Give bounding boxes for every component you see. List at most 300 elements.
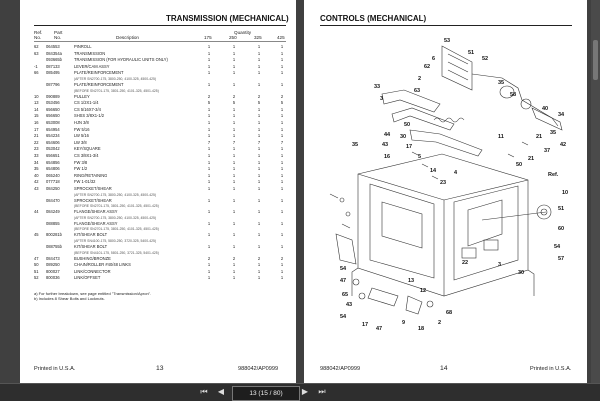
- cell-description: CS 5/16X7-3/4: [74, 106, 101, 112]
- printed-label: Printed in U.S.A.: [530, 366, 572, 372]
- cell-quantity: 1: [207, 197, 211, 203]
- cell-quantity: 1: [207, 70, 211, 76]
- diagram-callout: 10: [562, 190, 569, 196]
- diagram-callout: 35: [550, 130, 557, 136]
- page-title: TRANSMISSION (MECHANICAL): [166, 14, 289, 23]
- cell-quantity: 2: [232, 93, 236, 99]
- diagram-callout: 63: [414, 88, 421, 94]
- page-number: 13: [156, 365, 164, 372]
- cell-quantity: 1: [257, 44, 261, 49]
- serial-range: (AFTER SN4100-175, 5800-250, 3720-325, 5400-425): [74, 239, 156, 243]
- cell-quantity: 1: [232, 186, 236, 191]
- cell-quantity: 1: [280, 57, 284, 63]
- diagram-callout: 17: [362, 322, 369, 328]
- cell-quantity: 1: [232, 197, 236, 203]
- cell-part: 654806: [46, 166, 60, 172]
- cell-part: 077718: [46, 179, 60, 185]
- cell-quantity: 1: [207, 106, 211, 112]
- cell-quantity: 2: [280, 255, 284, 261]
- cell-part: 087796: [46, 82, 60, 87]
- table-row: [34, 275, 286, 282]
- diagram-callout: 44: [384, 132, 391, 138]
- col-part: Part No.: [54, 30, 63, 40]
- cell-quantity: 1: [257, 244, 261, 249]
- cell-description: FW 5/16: [74, 126, 90, 132]
- diagram-callout: 65: [342, 292, 349, 298]
- diagram-callout: 3: [498, 262, 502, 268]
- cell-quantity: 1: [207, 120, 211, 125]
- cell-quantity: 1: [257, 126, 261, 132]
- diagram-callout: 57: [558, 256, 565, 262]
- vertical-scrollbar[interactable]: [591, 0, 600, 383]
- cell-quantity: 1: [257, 153, 261, 158]
- cell-part: 084473: [46, 255, 60, 261]
- page-13: [20, 0, 296, 383]
- cell-ref: 42: [34, 179, 39, 185]
- diagram-callout: 21: [528, 156, 535, 162]
- diagram-callout: 30: [518, 270, 525, 276]
- footnote: a) For further breakdown, see page entitled "Transmission/Apron".: [34, 291, 152, 296]
- diagram-callout: 35: [352, 142, 359, 148]
- first-page-icon[interactable]: ⏮: [200, 387, 208, 396]
- cell-quantity: 1: [257, 63, 261, 69]
- cell-part: 654606: [46, 139, 60, 145]
- cell-description: LINK/CONNECTOR: [74, 268, 111, 274]
- cell-description: FLANGE/SHEAR ASSY: [74, 209, 118, 215]
- footnotes: [34, 291, 151, 301]
- cell-part: 084354a: [46, 50, 62, 56]
- cell-part: 088855: [46, 220, 60, 226]
- diagram-callout: 22: [462, 260, 469, 266]
- col-q4: 425: [277, 35, 285, 40]
- serial-range: (AFTER SN2700-175, 3800-250, 4100-325, 4500-425): [74, 215, 156, 220]
- diagram-callout: 43: [382, 142, 389, 148]
- cell-ref: 14: [34, 106, 39, 112]
- scrollbar-thumb[interactable]: [593, 40, 598, 80]
- cell-quantity: 1: [207, 159, 211, 165]
- cell-quantity: 2: [280, 93, 284, 99]
- cell-quantity: 1: [280, 262, 284, 268]
- cell-description: PULLEY: [74, 93, 90, 99]
- cell-ref: -1: [34, 63, 38, 69]
- diagram-callout: 42: [560, 142, 567, 148]
- footnote: b) Includes 8 Shear Bolts and Locknuts.: [34, 296, 105, 301]
- diagram-callout: 2: [438, 320, 442, 326]
- cell-quantity: 1: [257, 186, 261, 191]
- cell-quantity: 1: [232, 166, 236, 172]
- cell-quantity: 1: [207, 244, 211, 249]
- diagram-callout: 18: [418, 326, 425, 332]
- cell-quantity: 1: [280, 179, 284, 185]
- diagram-callout: 9: [402, 320, 406, 326]
- cell-quantity: 1: [257, 133, 261, 139]
- cell-part: 053456: [46, 100, 60, 106]
- cell-quantity: 1: [232, 70, 236, 76]
- cell-quantity: 1: [280, 197, 284, 203]
- page-number: 14: [440, 365, 448, 372]
- cell-quantity: 1: [207, 133, 211, 139]
- page-number-input[interactable]: [232, 386, 300, 401]
- diagram-callout: 60: [558, 226, 565, 232]
- diagram-callout: 54: [340, 314, 347, 320]
- cell-quantity: 1: [232, 220, 236, 226]
- cell-quantity: 1: [280, 275, 284, 281]
- cell-quantity: 1: [257, 179, 261, 185]
- cell-ref: 34: [34, 159, 39, 165]
- printed-label: Printed in U.S.A.: [34, 366, 76, 372]
- cell-quantity: 1: [207, 113, 211, 119]
- cell-quantity: 1: [257, 70, 261, 76]
- cell-quantity: 1: [280, 146, 284, 152]
- cell-quantity: 1: [232, 113, 236, 119]
- cell-description: FW 1-01/32: [74, 179, 96, 185]
- diagram-callout: 23: [440, 180, 447, 186]
- diagram-callout: 37: [544, 148, 551, 154]
- cell-quantity: 1: [207, 275, 211, 281]
- cell-quantity: 1: [257, 82, 261, 87]
- cell-description: KIT/SHEAR BOLT: [74, 244, 108, 249]
- cell-description: CS 1/2X1-1/4: [74, 100, 99, 106]
- cell-quantity: 1: [257, 220, 261, 226]
- cell-quantity: 1: [232, 57, 236, 63]
- cell-quantity: 1: [280, 106, 284, 112]
- cell-quantity: 1: [257, 159, 261, 165]
- cell-part: 654856: [46, 159, 60, 165]
- diagram-callout: 54: [340, 266, 347, 272]
- cell-part: 093665b: [46, 57, 62, 63]
- prev-page-icon[interactable]: ◀: [217, 387, 225, 396]
- cell-quantity: 1: [232, 146, 236, 152]
- cell-quantity: 1: [207, 63, 211, 69]
- cell-quantity: 1: [207, 126, 211, 132]
- cell-quantity: 1: [280, 120, 284, 125]
- navigation-toolbar: [0, 383, 600, 401]
- cell-quantity: 5: [280, 100, 284, 106]
- cell-quantity: 1: [232, 275, 236, 281]
- cell-quantity: 2: [257, 93, 261, 99]
- cell-quantity: 1: [207, 179, 211, 185]
- cell-quantity: 1: [280, 166, 284, 172]
- cell-quantity: 1: [232, 63, 236, 69]
- cell-ref: 43: [34, 186, 39, 191]
- cell-quantity: 1: [207, 209, 211, 215]
- diagram-callout: 51: [468, 50, 475, 56]
- cell-part: 090889: [46, 93, 60, 99]
- cell-part: 800027: [46, 268, 60, 274]
- cell-quantity: 1: [257, 172, 261, 178]
- cell-quantity: 1: [207, 268, 211, 274]
- cell-quantity: 1: [280, 220, 284, 226]
- cell-ref: 66: [34, 70, 39, 76]
- diagram-callout: 5: [418, 154, 422, 160]
- serial-range: (BEFORE SN2701-175, 3801-250, 4101-325, 4501-425): [74, 204, 159, 209]
- cell-quantity: 1: [280, 244, 284, 249]
- cell-quantity: 1: [257, 209, 261, 215]
- serial-range: (BEFORE SN2701-175, 3801-250, 4101-325, 4501-425): [74, 88, 159, 93]
- cell-description: LW 3/8: [74, 139, 87, 145]
- cell-part: 656650: [46, 113, 60, 119]
- cell-description: BUSHING/BRONZE: [74, 255, 111, 261]
- cell-quantity: 1: [280, 153, 284, 158]
- cell-quantity: 1: [280, 63, 284, 69]
- cell-description: PINROLL: [74, 44, 92, 49]
- cell-quantity: 1: [280, 268, 284, 274]
- cell-part: 065240: [46, 172, 60, 178]
- cell-quantity: 7: [280, 139, 284, 145]
- cell-quantity: 1: [280, 186, 284, 191]
- cell-quantity: 1: [207, 166, 211, 172]
- diagram-callout: 6: [432, 56, 436, 62]
- cell-quantity: 2: [207, 255, 211, 261]
- cell-quantity: 1: [207, 186, 211, 191]
- cell-quantity: 1: [232, 120, 236, 125]
- diagram-callout: 4: [454, 170, 458, 176]
- col-q3: 325: [254, 35, 262, 40]
- cell-quantity: 7: [207, 139, 211, 145]
- cell-part: 053042: [46, 146, 60, 152]
- cell-part: 653008: [46, 120, 60, 125]
- cell-quantity: 1: [232, 244, 236, 249]
- col-rule: [34, 41, 286, 42]
- cell-description: LW 5/16: [74, 133, 89, 139]
- cell-quantity: 1: [257, 275, 261, 281]
- cell-quantity: 7: [257, 139, 261, 145]
- diagram-callout: 33: [374, 84, 381, 90]
- cell-part: 084250: [46, 186, 60, 191]
- serial-range: (BEFORE SN4101-175, 5801-250, 3721-325, 5401-425): [74, 250, 159, 255]
- cell-quantity: 1: [232, 179, 236, 185]
- cell-quantity: 1: [257, 57, 261, 63]
- cell-quantity: 1: [257, 262, 261, 268]
- cell-quantity: 1: [232, 172, 236, 178]
- cell-quantity: 5: [232, 100, 236, 106]
- cell-quantity: 1: [257, 120, 261, 125]
- diagram-callout: 17: [406, 144, 413, 150]
- cell-ref: 33: [34, 153, 39, 158]
- diagram-callout: 52: [482, 56, 489, 62]
- cell-quantity: 1: [232, 126, 236, 132]
- cell-quantity: 1: [207, 146, 211, 152]
- cell-quantity: 1: [207, 82, 211, 87]
- page-title: CONTROLS (MECHANICAL): [320, 14, 427, 23]
- cell-description: LEVER/CAM ASSY: [74, 63, 110, 69]
- cell-description: FW 3/8: [74, 159, 88, 165]
- cell-quantity: 2: [207, 93, 211, 99]
- diagram-callout: 2: [418, 76, 422, 82]
- cell-part: 654234: [46, 133, 60, 139]
- cell-ref: 40: [34, 172, 39, 178]
- cell-quantity: 1: [280, 133, 284, 139]
- cell-quantity: 1: [207, 50, 211, 56]
- cell-quantity: 1: [257, 50, 261, 56]
- col-quantity: Quantity: [234, 30, 252, 35]
- cell-quantity: 1: [232, 44, 236, 49]
- cell-quantity: 1: [207, 172, 211, 178]
- cell-quantity: 1: [257, 197, 261, 203]
- cell-description: PLATE/REINFORCEMENT: [74, 70, 124, 76]
- cell-ref: 35: [34, 166, 39, 172]
- cell-quantity: 1: [232, 153, 236, 158]
- cell-description: KEY/SQUARE: [74, 146, 101, 152]
- cell-description: FW 1/2: [74, 166, 88, 172]
- diagram-callout: 51: [558, 206, 565, 212]
- cell-ref: 16: [34, 120, 39, 125]
- cell-part: 089250: [46, 262, 60, 268]
- cell-description: PLATE/REINFORCEMENT: [74, 82, 124, 87]
- serial-range: (AFTER SN2700-175, 3800-250, 4100-325, 4500-425): [74, 77, 156, 81]
- diagram-callout: 34: [558, 112, 565, 118]
- cell-quantity: 7: [232, 139, 236, 145]
- cell-quantity: 1: [280, 126, 284, 132]
- doc-code: 988042/AP0999: [320, 366, 361, 372]
- diagram-callout: 21: [536, 134, 543, 140]
- cell-quantity: 1: [207, 57, 211, 63]
- cell-quantity: 2: [257, 255, 261, 261]
- cell-quantity: 1: [280, 209, 284, 215]
- cell-description: KIT/SHEAR BOLT: [74, 232, 108, 238]
- diagram-callout: 50: [404, 122, 411, 128]
- cell-ref: 62: [34, 44, 39, 49]
- cell-quantity: 5: [257, 100, 261, 106]
- cell-part: 088755b: [46, 244, 62, 249]
- cell-quantity: 1: [207, 153, 211, 158]
- cell-quantity: 1: [232, 133, 236, 139]
- cell-description: RING/RETAINING: [74, 172, 108, 178]
- cell-ref: 10: [34, 93, 39, 99]
- controls-exploded-diagram: [322, 34, 572, 334]
- cell-ref: 50: [34, 262, 39, 268]
- diagram-callout: 62: [424, 64, 431, 70]
- last-page-icon[interactable]: ⏭: [318, 387, 326, 396]
- cell-ref: 15: [34, 113, 39, 119]
- serial-range: (AFTER SN2700-175, 3800-250, 4100-325, 4500-425): [74, 192, 156, 197]
- cell-quantity: 1: [280, 50, 284, 56]
- cell-quantity: 1: [232, 232, 236, 238]
- cell-part: 800281b: [46, 232, 62, 238]
- cell-part: 654954: [46, 126, 60, 132]
- cell-ref: 45: [34, 232, 39, 238]
- cell-quantity: 1: [257, 106, 261, 112]
- cell-ref: 63: [34, 50, 39, 56]
- cell-part: 087133: [46, 63, 60, 69]
- cell-part: 064553: [46, 44, 60, 49]
- cell-quantity: 1: [257, 232, 261, 238]
- cell-part: 084470: [46, 197, 60, 203]
- diagram-callout: Ref.: [548, 172, 559, 178]
- cell-ref: 44: [34, 209, 39, 215]
- diagram-callout: 13: [408, 278, 415, 284]
- cell-part: 656651: [46, 153, 60, 158]
- cell-ref: 21: [34, 133, 39, 139]
- diagram-callout: 47: [340, 278, 347, 284]
- col-q2: 250: [229, 35, 237, 40]
- header-rule: [320, 25, 572, 26]
- diagram-callout: 3: [380, 96, 384, 102]
- diagram-callout: 68: [446, 310, 453, 316]
- cell-quantity: 1: [232, 159, 236, 165]
- cell-quantity: 5: [207, 100, 211, 106]
- cell-quantity: 1: [280, 159, 284, 165]
- cell-part: 084249: [46, 209, 60, 215]
- diagram-callout: 16: [384, 154, 391, 160]
- header-rule: [34, 25, 286, 26]
- cell-description: CHAIN/ROLLER #40/48 LINKS: [74, 262, 131, 268]
- cell-ref: 51: [34, 268, 39, 274]
- cell-quantity: 1: [207, 44, 211, 49]
- cell-quantity: 1: [232, 50, 236, 56]
- diagram-callout: 30: [400, 134, 407, 140]
- cell-quantity: 1: [232, 262, 236, 268]
- col-q1: 175: [204, 35, 212, 40]
- cell-description: SHSS 3/8X1-1/2: [74, 113, 105, 119]
- cell-quantity: 1: [257, 268, 261, 274]
- cell-ref: 52: [34, 275, 39, 281]
- diagram-callout: 12: [420, 288, 427, 294]
- cell-description: SPROCKET/SHEAR: [74, 197, 112, 203]
- cell-quantity: 1: [280, 44, 284, 49]
- cell-description: TRANSMISSION: [74, 50, 106, 56]
- cell-quantity: 1: [207, 232, 211, 238]
- cell-quantity: 1: [257, 166, 261, 172]
- diagram-callout: 14: [430, 168, 437, 174]
- cell-quantity: 1: [280, 172, 284, 178]
- col-ref: Ref. No.: [34, 30, 43, 40]
- diagram-callout: 54: [554, 244, 561, 250]
- diagram-callout: 11: [498, 134, 504, 140]
- cell-ref: 17: [34, 126, 39, 132]
- cell-quantity: 1: [280, 82, 284, 87]
- cell-quantity: 1: [257, 113, 261, 119]
- cell-part: 800036: [46, 275, 60, 281]
- cell-ref: 23: [34, 146, 39, 152]
- diagram-callout: 35: [498, 80, 505, 86]
- diagram-callout: 50: [516, 162, 523, 168]
- cell-ref: 47: [34, 255, 39, 261]
- cell-description: SPROCKET/SHEAR: [74, 186, 112, 191]
- cell-quantity: 1: [207, 220, 211, 226]
- cell-description: HJN 3/8: [74, 120, 89, 125]
- next-page-icon[interactable]: ▶: [301, 387, 309, 396]
- cell-description: FLANGE/SHEAR ASSY: [74, 220, 118, 226]
- diagram-callout: 47: [376, 326, 383, 332]
- doc-code: 988042/AP0999: [238, 366, 279, 372]
- diagram-callout: 40: [542, 106, 549, 112]
- diagram-callout: 53: [444, 38, 451, 44]
- cell-quantity: 1: [280, 113, 284, 119]
- cell-quantity: 1: [232, 268, 236, 274]
- cell-description: LINK/OFFSET: [74, 275, 101, 281]
- cell-quantity: 1: [232, 106, 236, 112]
- diagram-callout: 43: [346, 302, 353, 308]
- serial-range: (BEFORE SN2701-175, 3801-250, 4101-325, 4501-425): [74, 227, 159, 232]
- cell-quantity: 2: [232, 255, 236, 261]
- col-description: Description: [116, 35, 139, 40]
- cell-quantity: 1: [207, 262, 211, 268]
- cell-part: 085495: [46, 70, 60, 76]
- page-14: [304, 0, 587, 383]
- diagram-callout: 58: [510, 92, 517, 98]
- cell-quantity: 1: [280, 232, 284, 238]
- cell-quantity: 1: [257, 146, 261, 152]
- cell-description: CS 3/8X1-3/4: [74, 153, 99, 158]
- cell-quantity: 1: [280, 70, 284, 76]
- cell-part: 656650: [46, 106, 60, 112]
- cell-quantity: 1: [232, 209, 236, 215]
- cell-description: TRANSMISSION (FOR HYDRAULIC UNITS ONLY): [74, 57, 168, 63]
- cell-ref: 13: [34, 100, 39, 106]
- cell-ref: 22: [34, 139, 39, 145]
- cell-quantity: 1: [232, 82, 236, 87]
